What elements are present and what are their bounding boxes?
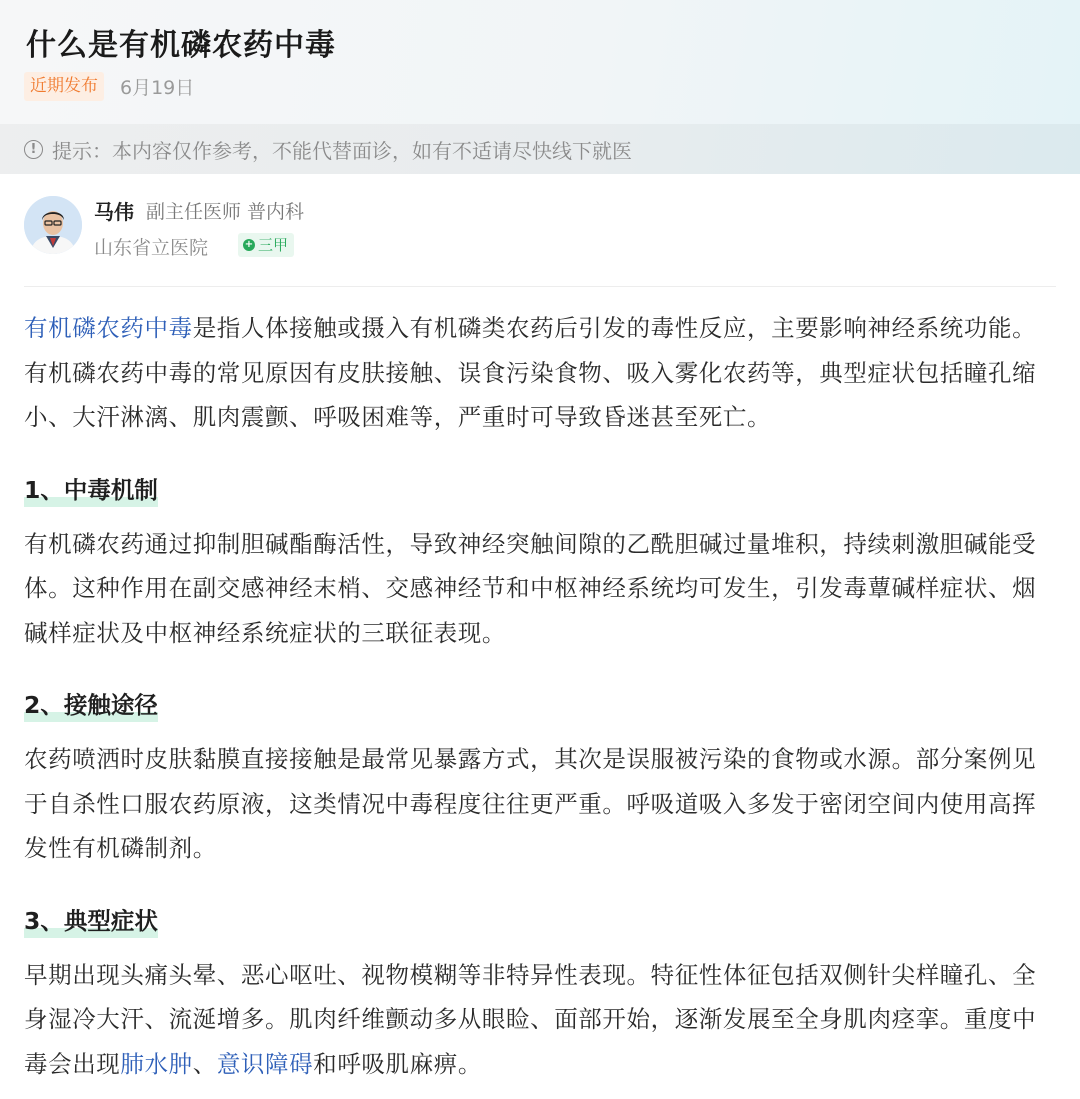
section-heading (24, 470, 1056, 514)
avatar[interactable] (24, 196, 82, 254)
section-1-heading (24, 470, 158, 510)
author-card[interactable] (24, 196, 1064, 266)
hospital-name: 山东省立医院 (94, 237, 209, 259)
section-3-text-before: 早期出现头痛头晕、恶心呕吐、视物模糊等非特异性表现。特征性体征包括双侧针尖样瞳孔、全身湿冷大汗、流涎增多。肌肉纤维颤动多从眼睑、面部开始，逐渐发展至全身肌肉痉挛。重度中毒会出现 (24, 960, 1037, 1078)
hospital-level-label: 三甲 (258, 236, 289, 254)
term-link-pulmonary-edema[interactable]: 肺水肿 (120, 1049, 193, 1078)
section-3-heading-text: 3、典型症状 (24, 906, 158, 935)
info-circle-icon: ! (24, 140, 43, 159)
intro-paragraph (24, 306, 1056, 440)
section-3-text (24, 953, 1056, 1087)
section-heading (24, 901, 1056, 945)
intro-text: 是指人体接触或摄入有机磷类农药后引发的毒性反应，主要影响神经系统功能。有机磷农药中毒的常见原因有皮肤接触、误食污染食物、吸入雾化农药等，典型症状包括瞳孔缩小、大汗淋漓、肌肉震颤、呼吸困难等，严重时可导致昏迷甚至死亡。 (24, 314, 1037, 431)
section-1-heading-text: 1、中毒机制 (24, 475, 158, 504)
section-2-heading-text: 2、接触途径 (24, 691, 158, 719)
page-title: 什么是有机磷农药中毒 (26, 28, 336, 63)
doctor-avatar-icon (24, 196, 82, 254)
disclaimer-text: 提示：本内容仅作参考，不能代替面诊，如有不适请尽快线下就医 (52, 138, 632, 163)
section-heading (24, 685, 1056, 729)
term-link-organophosphate-poisoning[interactable]: 有机磷农药中毒 (24, 314, 193, 342)
doctor-name[interactable]: 马伟 (94, 200, 134, 224)
hospital-level-badge (238, 233, 294, 257)
publish-date: 6月19日 (120, 77, 195, 99)
section-1-text: 有机磷农药通过抑制胆碱酯酶活性，导致神经突触间隙的乙酰胆碱过量堆积，持续刺激胆碱能受体。这种作用在副交感神经末梢、交感神经节和中枢神经系统均可发生，引发毒蕈碱样症状、烟碱样症状及中枢神经系统症状的三联征表现。 (24, 529, 1037, 647)
term-link-consciousness-disorder[interactable]: 意识障碍 (216, 1049, 314, 1078)
doctor-title: 副主任医师 普内科 (146, 201, 305, 223)
section-3-heading (24, 901, 158, 941)
recent-badge: 近期发布 (24, 72, 104, 101)
article-body (24, 306, 1056, 1086)
disclaimer-bar (0, 124, 1080, 174)
section-2-heading (24, 685, 158, 725)
section-2-text: 农药喷洒时皮肤黏膜直接接触是最常见暴露方式，其次是误服被污染的食物或水源。部分案例见于自杀性口服农药原液，这类情况中毒程度往往更严重。呼吸道吸入多发于密闭空间内使用高挥发性有机磷制剂。 (24, 745, 1037, 862)
plus-circle-icon: + (244, 239, 254, 250)
divider (24, 286, 1056, 287)
section-3-text-after: 和呼吸肌麻痹。 (313, 1049, 482, 1078)
separator: 、 (192, 1049, 217, 1078)
